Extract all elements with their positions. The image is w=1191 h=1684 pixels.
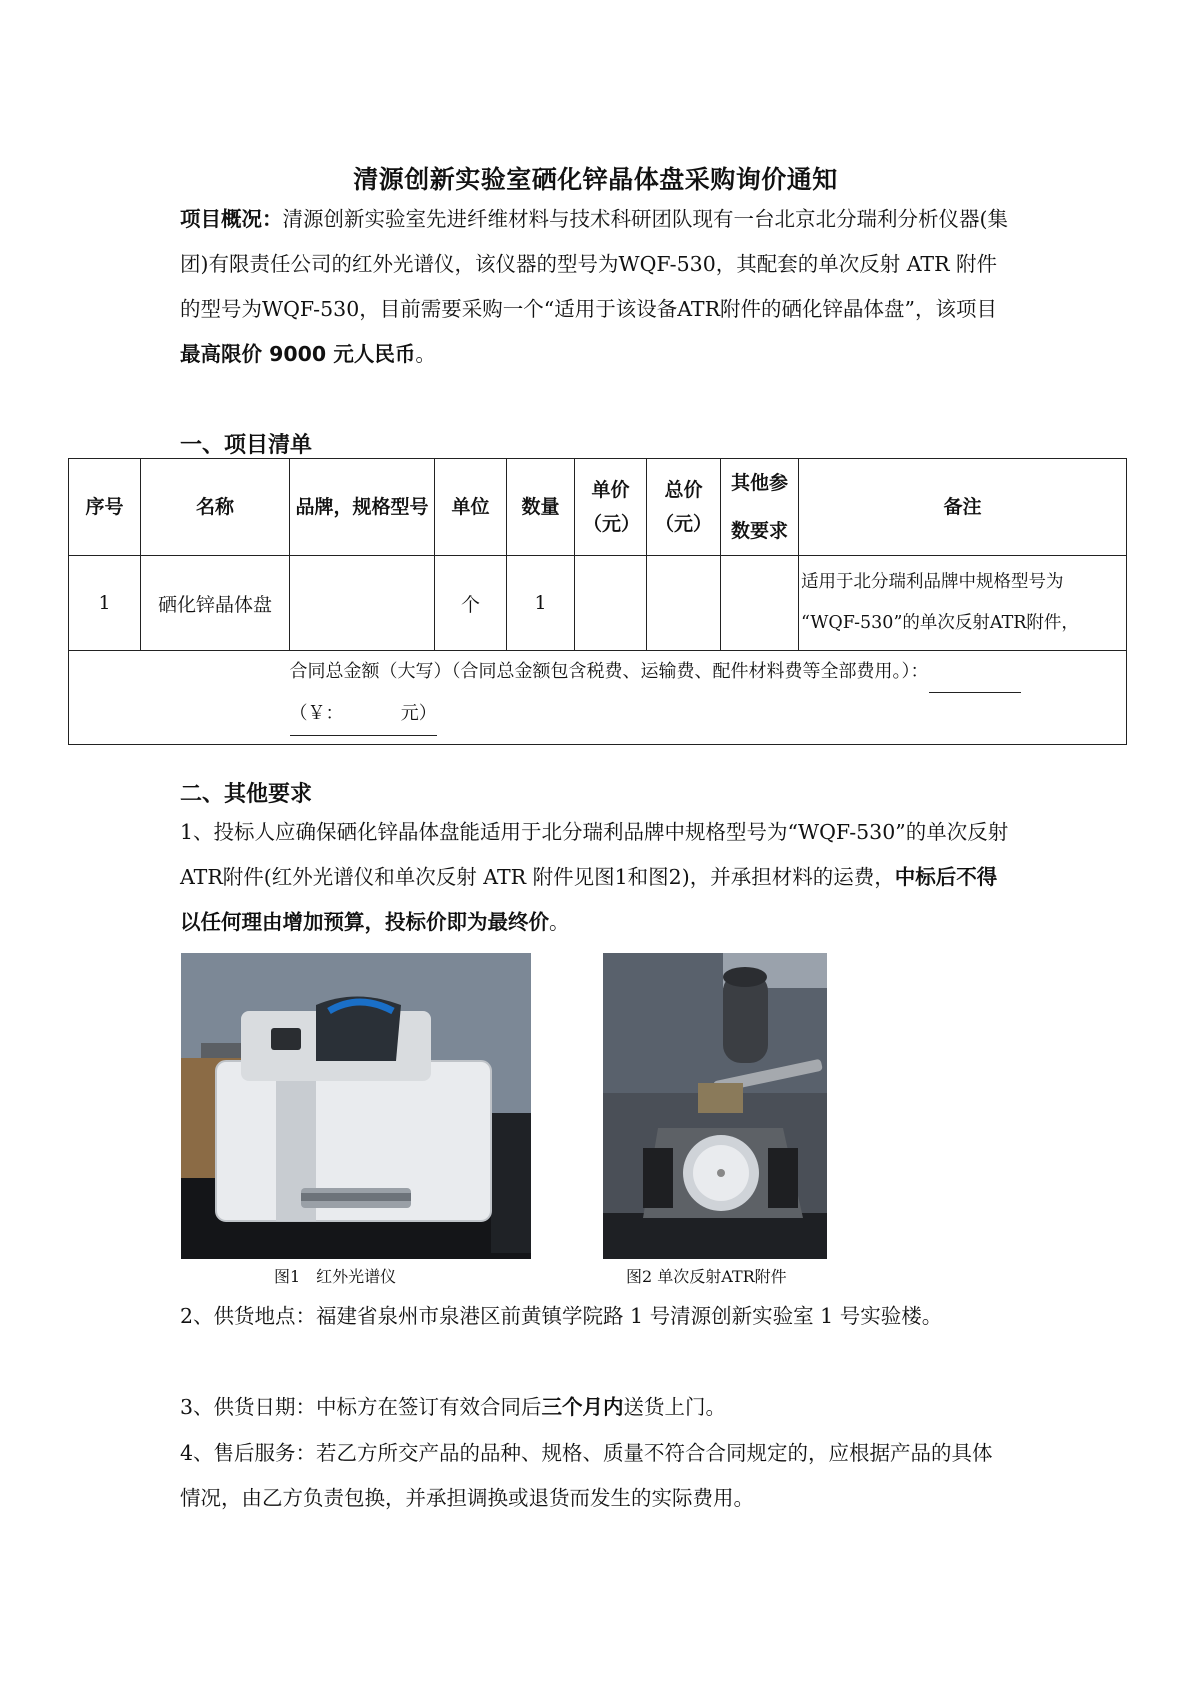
cell-remark: [799, 556, 1127, 651]
cell-total-price: [647, 556, 721, 651]
requirement-1: [180, 810, 1010, 945]
cell-unit: 个: [435, 556, 507, 651]
requirement-4: 4、售后服务：若乙方所交产品的品种、规格、质量不符合合同规定的，应根据产品的具体情况，由乙方负责包换，并承担调换或退货而发生的实际费用。: [180, 1441, 993, 1510]
overview-label: 项目概况：: [180, 207, 283, 231]
header-cell: 其他参数要求: [721, 459, 799, 556]
cell-other: [721, 556, 799, 651]
req3-bold: 三个月内: [541, 1395, 624, 1419]
cell-name: 硒化锌晶体盘: [141, 556, 290, 651]
header-cell: 名称: [141, 459, 290, 556]
table-row: [69, 556, 1127, 651]
req1-bold: 中标后不得以任何理由增加预算，投标价即为最终价: [180, 865, 998, 934]
header-cell: 序号: [69, 459, 141, 556]
atr-accessory-illustration: [603, 953, 827, 1259]
cell-unit-price: [575, 556, 647, 651]
overview-end: 。: [415, 342, 436, 366]
requirement-3: [180, 1385, 1010, 1430]
header-cell: 备注: [799, 459, 1127, 556]
cell-brand: [290, 556, 435, 651]
figure2-caption: 图2 单次反射ATR附件: [626, 1267, 787, 1286]
figure1-image: [181, 953, 531, 1259]
header-cell: 数量: [507, 459, 575, 556]
section2-heading: 二、其他要求: [180, 782, 313, 807]
project-overview: [180, 197, 1010, 377]
header-cell: 单位: [435, 459, 507, 556]
table-header-row: [69, 459, 1127, 556]
req1-end: 。: [549, 910, 570, 934]
section1-heading: 一、项目清单: [180, 433, 313, 458]
figure2-image: [603, 953, 827, 1259]
total-label: 合同总金额（大写）（合同总金额包含税费、运输费、配件材料费等全部费用。）：: [289, 661, 929, 682]
header-cell: 品牌，规格型号: [290, 459, 435, 556]
remark-line2: “WQF-530”的单次反射ATR附件，: [801, 613, 1079, 633]
req3-end: 送货上门。: [623, 1395, 727, 1419]
requirement-2: 2、供货地点：福建省泉州市泉港区前黄镇学院路 1 号清源创新实验室 1 号实验楼。: [180, 1304, 943, 1328]
cell-no: 1: [69, 556, 141, 651]
price-limit: 最高限价 9000 元人民币: [180, 342, 416, 366]
page-title: 清源创新实验室硒化锌晶体盘采购询价通知: [353, 165, 838, 194]
remark-line1: 适用于北分瑞利品牌中规格型号为: [801, 572, 1064, 592]
total-underline: [929, 674, 1021, 693]
header-cell: 总价（元）: [647, 459, 721, 556]
total-value: （￥： 元）: [290, 693, 437, 736]
req1-text: 1、投标人应确保硒化锌晶体盘能适用于北分瑞利品牌中规格型号为“WQF-530”的单次反射ATR附件(红外光谱仪和单次反射 ATR 附件见图1和图2)，并承担材料的运费，: [180, 820, 1009, 889]
header-cell: 单价（元）: [575, 459, 647, 556]
spectrometer-illustration: [181, 953, 531, 1259]
overview-text: 清源创新实验室先进纤维材料与技术科研团队现有一台北京北分瑞利分析仪器(集团)有限责任公司的红外光谱仪，该仪器的型号为WQF-530，其配套的单次反射 ATR 附件的型号为WQF-530，目前需要采购一个“适用于该设备ATR附件的硒化锌晶体盘”，该项目: [180, 207, 1008, 321]
cell-qty: 1: [507, 556, 575, 651]
total-blank-cell: [69, 651, 290, 745]
req3-text: 3、供货日期：中标方在签订有效合同后: [180, 1395, 542, 1419]
total-row: [69, 651, 1127, 745]
figure1-caption: 图1 红外光谱仪: [274, 1267, 397, 1286]
items-table: [68, 458, 1127, 745]
total-cell: [290, 651, 1127, 745]
